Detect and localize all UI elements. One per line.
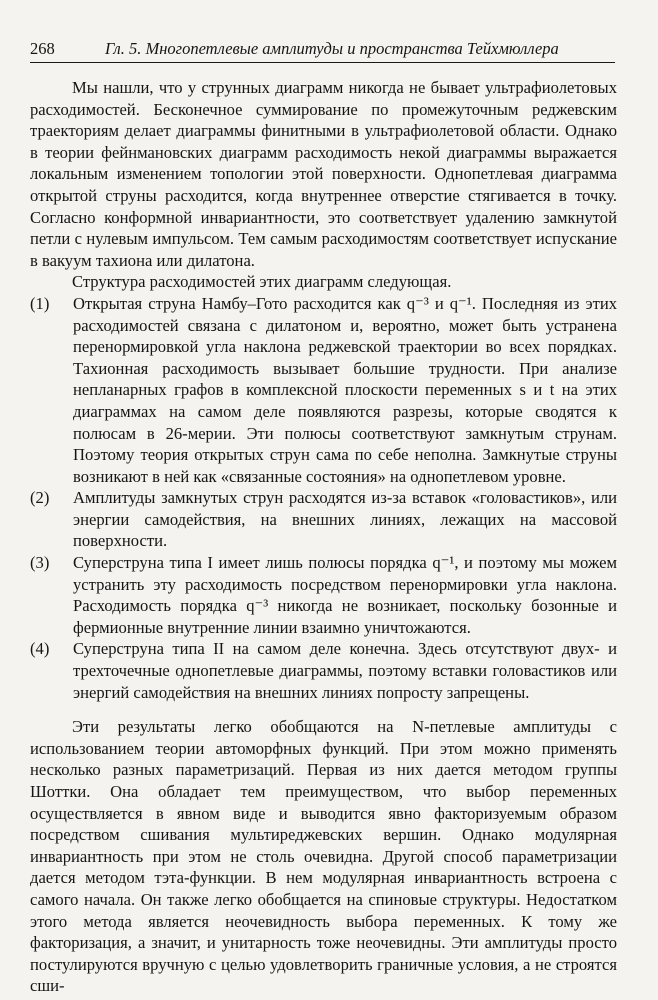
list-item-text: Суперструна типа I имеет лишь полюсы порядка q⁻¹, и поэтому мы можем устранить эту расходимость посредством перенормировки угла наклона. Расходимость порядка q⁻³ никогда не возникает, поскольку бозонные и фермионные внутренние линии взаимно уничтожаются. xyxy=(73,553,617,637)
paragraph-divergences: Мы нашли, что у струнных диаграмм никогда не бывает ультрафиолетовых расходимостей. Бесконечное суммирование по промежуточным реджевским траекториям делает диаграммы финитными в ультрафиолетовой области. Однако в теории фейнмановских диаграмм расходимость некой диаграммы выражается локальным изменением топологии этой поверхности. Однопетлевая диаграмма открытой струны расходится, когда внутреннее отверстие стягивается в точку. Согласно конформной инвариантности, это соответствует удалению замкнутой петли с нулевым импульсом. Тем самым расходимостям соответствует испускание в вакуум тахиона или дилатона. xyxy=(30,78,617,270)
list-item-text: Суперструна типа II на самом деле конечна. Здесь отсутствуют двух- и трехточечные однопетлевые диаграммы, поэтому вставки головастиков или энергий самодействия на внешних линиях попросту запрещены. xyxy=(73,639,617,702)
list-item-number: (2) xyxy=(30,488,50,508)
list-item-number: (1) xyxy=(30,293,50,313)
list-item-number: (4) xyxy=(30,639,50,659)
list-item-text: Открытая струна Намбу–Гото расходится как q⁻³ и q⁻¹. Последняя из этих расходимостей связана с дилатоном и, вероятно, может быть устранена перенормировкой угла наклона реджевской траектории во всех порядках. Тахионная расходимость вызывает большие трудности. При анализе непланарных графов в комплексной плоскости переменных s и t на этих диаграммах на самом деле появляются разрезы, которые сводятся к полюсам в 26-мерии. Эти полюсы соответствуют замкнутым струнам. Поэтому теория открытых струн сама по себе неполна. Замкнутые струны возникают в ней как «связанные состояния» на однопетлевом уровне. xyxy=(73,293,617,486)
list-item-text: Амплитуды замкнутых струн расходятся из-за вставок «головастиков», или энергии самодействия, на внешних линиях, лежащих на массовой поверхности. xyxy=(73,488,617,551)
running-header xyxy=(30,38,615,63)
section-gap xyxy=(30,703,617,716)
paragraph-structure: Структура расходимостей этих диаграмм следующая. xyxy=(72,272,452,292)
page-body xyxy=(30,77,617,997)
list-item xyxy=(30,552,617,638)
list-item xyxy=(30,293,617,487)
list-item-number: (3) xyxy=(30,553,50,573)
paragraph-automorphic: Эти результаты легко обобщаются на N-петлевые амплитуды с использованием теории автоморфных функций. При этом можно применять несколько разных параметризаций. Первая из них дается методом группы Шоттки. Она обладает тем преимуществом, что выбор переменных осуществляется в явном виде и выводится явно факторизуемым образом посредством сшивания мультиреджевских вершин. Однако модулярная инвариантность при этом не столь очевидна. Другой способ параметризации дается методом тэта-функции. В нем модулярная инвариантность встроена с самого начала. Он также легко обобщается на спиновые структуры. Недостатком этого метода является неочевидность выбора переменных. К тому же факторизация, а значит, и унитарность тоже неочевидны. Эти амплитуды просто постулируются вручную с целью удовлетворить граничные условия, а не строятся сши- xyxy=(30,717,617,996)
page-number: 268 xyxy=(30,39,55,58)
list-item xyxy=(30,638,617,703)
list-item xyxy=(30,487,617,552)
chapter-title: Гл. 5. Многопетлевые амплитуды и пространства Тейхмюллера xyxy=(105,39,559,58)
divergence-list xyxy=(30,293,617,703)
